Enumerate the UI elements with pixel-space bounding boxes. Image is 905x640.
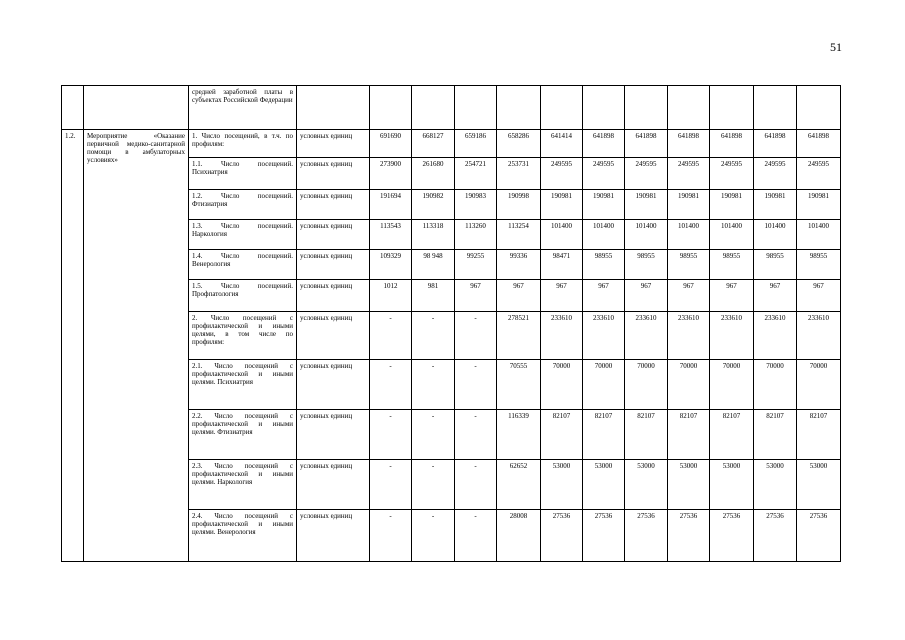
value-cell: 27536 — [541, 510, 583, 562]
value-cell: 27536 — [625, 510, 668, 562]
value-cell: 967 — [710, 280, 754, 312]
value-cell — [625, 86, 668, 130]
value-cell: 27536 — [710, 510, 754, 562]
value-cell: 190998 — [497, 190, 541, 220]
value-cell: 53000 — [668, 460, 710, 510]
indicator-cell: 2.1. Число посещений с профилактической и иными целями. Психиатрия — [189, 360, 297, 410]
value-cell: 98955 — [583, 250, 625, 280]
value-cell — [797, 86, 841, 130]
value-cell: 190983 — [455, 190, 497, 220]
value-cell: 53000 — [625, 460, 668, 510]
value-cell: 253731 — [497, 158, 541, 190]
value-cell: 98955 — [668, 250, 710, 280]
value-cell: - — [412, 360, 455, 410]
value-cell: 190981 — [625, 190, 668, 220]
value-cell: 82107 — [625, 410, 668, 460]
table-body — [62, 86, 841, 562]
value-cell: 190981 — [668, 190, 710, 220]
value-cell: 691690 — [370, 130, 412, 158]
value-cell: 233610 — [625, 312, 668, 360]
value-cell: 967 — [497, 280, 541, 312]
value-cell: 967 — [668, 280, 710, 312]
value-cell — [370, 86, 412, 130]
value-cell: 261680 — [412, 158, 455, 190]
value-cell: 641898 — [797, 130, 841, 158]
value-cell: 113543 — [370, 220, 412, 250]
value-cell: - — [370, 410, 412, 460]
value-cell: 249595 — [668, 158, 710, 190]
value-cell: 190981 — [754, 190, 797, 220]
indicator-cell: 1.5. Число посещений. Профпатология — [189, 280, 297, 312]
unit-cell: условных единиц — [297, 190, 370, 220]
indicator-cell: 1.4. Число посещений. Венерология — [189, 250, 297, 280]
indicator-cell: 2. Число посещений с профилактической и иными целями, в том числе по профилям: — [189, 312, 297, 360]
value-cell — [710, 86, 754, 130]
value-cell: 233610 — [583, 312, 625, 360]
value-cell: 659186 — [455, 130, 497, 158]
unit-cell: условных единиц — [297, 312, 370, 360]
code-cell — [62, 86, 84, 130]
table-row — [62, 86, 841, 130]
value-cell: 967 — [583, 280, 625, 312]
value-cell: 82107 — [797, 410, 841, 460]
value-cell: 27536 — [583, 510, 625, 562]
value-cell: 99336 — [497, 250, 541, 280]
value-cell: 101400 — [668, 220, 710, 250]
value-cell: 101400 — [710, 220, 754, 250]
value-cell: 98 948 — [412, 250, 455, 280]
value-cell: - — [455, 360, 497, 410]
value-cell: 101400 — [583, 220, 625, 250]
value-cell: 967 — [797, 280, 841, 312]
unit-cell: условных единиц — [297, 220, 370, 250]
value-cell: 249595 — [541, 158, 583, 190]
code-cell: 1.2. — [62, 130, 84, 562]
value-cell: 233610 — [541, 312, 583, 360]
indicator-cell: 2.3. Число посещений с профилактической и иными целями. Наркология — [189, 460, 297, 510]
value-cell: 53000 — [541, 460, 583, 510]
value-cell: 249595 — [710, 158, 754, 190]
value-cell: 249595 — [583, 158, 625, 190]
unit-cell: условных единиц — [297, 280, 370, 312]
value-cell: 1012 — [370, 280, 412, 312]
value-cell: 233610 — [668, 312, 710, 360]
value-cell: 278521 — [497, 312, 541, 360]
value-cell: 641414 — [541, 130, 583, 158]
value-cell: 70000 — [625, 360, 668, 410]
value-cell: 82107 — [668, 410, 710, 460]
value-cell: 641898 — [625, 130, 668, 158]
value-cell: - — [412, 510, 455, 562]
unit-cell — [297, 86, 370, 130]
value-cell: 82107 — [541, 410, 583, 460]
value-cell: 641898 — [668, 130, 710, 158]
value-cell: 82107 — [754, 410, 797, 460]
value-cell: 101400 — [625, 220, 668, 250]
unit-cell: условных единиц — [297, 410, 370, 460]
table-row — [62, 130, 841, 158]
unit-cell: условных единиц — [297, 158, 370, 190]
value-cell: 641898 — [583, 130, 625, 158]
value-cell: 27536 — [668, 510, 710, 562]
value-cell — [583, 86, 625, 130]
unit-cell: условных единиц — [297, 130, 370, 158]
value-cell: 98955 — [710, 250, 754, 280]
indicator-cell: 1.2. Число посещений. Фтизиатрия — [189, 190, 297, 220]
value-cell: 113260 — [455, 220, 497, 250]
unit-cell: условных единиц — [297, 360, 370, 410]
value-cell: 98471 — [541, 250, 583, 280]
value-cell: 254721 — [455, 158, 497, 190]
value-cell: 233610 — [797, 312, 841, 360]
value-cell: 190981 — [797, 190, 841, 220]
value-cell: 113318 — [412, 220, 455, 250]
value-cell: 27536 — [754, 510, 797, 562]
value-cell: - — [455, 510, 497, 562]
value-cell — [541, 86, 583, 130]
value-cell: - — [370, 360, 412, 410]
page-number: 51 — [830, 40, 842, 54]
value-cell — [754, 86, 797, 130]
value-cell: 116339 — [497, 410, 541, 460]
measure-cell — [84, 86, 189, 130]
value-cell: 641898 — [754, 130, 797, 158]
value-cell — [455, 86, 497, 130]
value-cell — [412, 86, 455, 130]
value-cell: - — [370, 510, 412, 562]
value-cell: 967 — [754, 280, 797, 312]
value-cell: 967 — [625, 280, 668, 312]
value-cell: 249595 — [625, 158, 668, 190]
indicator-cell: 1. Число посещений, в т.ч. по профилям: — [189, 130, 297, 158]
value-cell: 967 — [455, 280, 497, 312]
value-cell: - — [412, 410, 455, 460]
indicator-cell: 2.4. Число посещений с профилактической и иными целями. Венерология — [189, 510, 297, 562]
value-cell: 190982 — [412, 190, 455, 220]
value-cell: - — [370, 312, 412, 360]
value-cell: 190981 — [710, 190, 754, 220]
value-cell: 668127 — [412, 130, 455, 158]
value-cell: 190981 — [541, 190, 583, 220]
value-cell: 967 — [541, 280, 583, 312]
value-cell: 82107 — [710, 410, 754, 460]
value-cell: 82107 — [583, 410, 625, 460]
value-cell: 109329 — [370, 250, 412, 280]
value-cell: 70555 — [497, 360, 541, 410]
value-cell: 70000 — [797, 360, 841, 410]
value-cell: 70000 — [541, 360, 583, 410]
value-cell: 28008 — [497, 510, 541, 562]
indicator-cell: средней заработной платы в субъектах Российской Федерации — [189, 86, 297, 130]
value-cell: 233610 — [754, 312, 797, 360]
value-cell: 70000 — [668, 360, 710, 410]
indicator-cell: 1.3. Число посещений. Наркология — [189, 220, 297, 250]
unit-cell: условных единиц — [297, 250, 370, 280]
value-cell: 27536 — [797, 510, 841, 562]
measure-cell: Мероприятие «Оказание первичной медико-санитарной помощи в амбулаторных условиях» — [84, 130, 189, 562]
value-cell: 70000 — [754, 360, 797, 410]
value-cell: 101400 — [541, 220, 583, 250]
value-cell: 658286 — [497, 130, 541, 158]
value-cell: 70000 — [710, 360, 754, 410]
value-cell: - — [412, 460, 455, 510]
value-cell: 641898 — [710, 130, 754, 158]
value-cell: 273900 — [370, 158, 412, 190]
value-cell: 191694 — [370, 190, 412, 220]
value-cell — [668, 86, 710, 130]
value-cell: 981 — [412, 280, 455, 312]
program-table — [61, 85, 841, 562]
value-cell: 53000 — [710, 460, 754, 510]
value-cell: 101400 — [797, 220, 841, 250]
value-cell: 98955 — [625, 250, 668, 280]
value-cell: 62652 — [497, 460, 541, 510]
value-cell: 113254 — [497, 220, 541, 250]
indicator-cell: 1.1. Число посещений. Психиатрия — [189, 158, 297, 190]
value-cell: 233610 — [710, 312, 754, 360]
unit-cell: условных единиц — [297, 510, 370, 562]
value-cell: 53000 — [583, 460, 625, 510]
value-cell: - — [455, 410, 497, 460]
value-cell: 70000 — [583, 360, 625, 410]
value-cell: 98955 — [754, 250, 797, 280]
value-cell: 99255 — [455, 250, 497, 280]
value-cell: 101400 — [754, 220, 797, 250]
indicator-cell: 2.2. Число посещений с профилактической и иными целями. Фтизиатрия — [189, 410, 297, 460]
value-cell: 98955 — [797, 250, 841, 280]
value-cell: - — [370, 460, 412, 510]
value-cell: 249595 — [754, 158, 797, 190]
value-cell: 190981 — [583, 190, 625, 220]
value-cell: - — [412, 312, 455, 360]
value-cell: 249595 — [797, 158, 841, 190]
value-cell — [497, 86, 541, 130]
value-cell: 53000 — [754, 460, 797, 510]
value-cell: - — [455, 460, 497, 510]
value-cell: 53000 — [797, 460, 841, 510]
unit-cell: условных единиц — [297, 460, 370, 510]
value-cell: - — [455, 312, 497, 360]
